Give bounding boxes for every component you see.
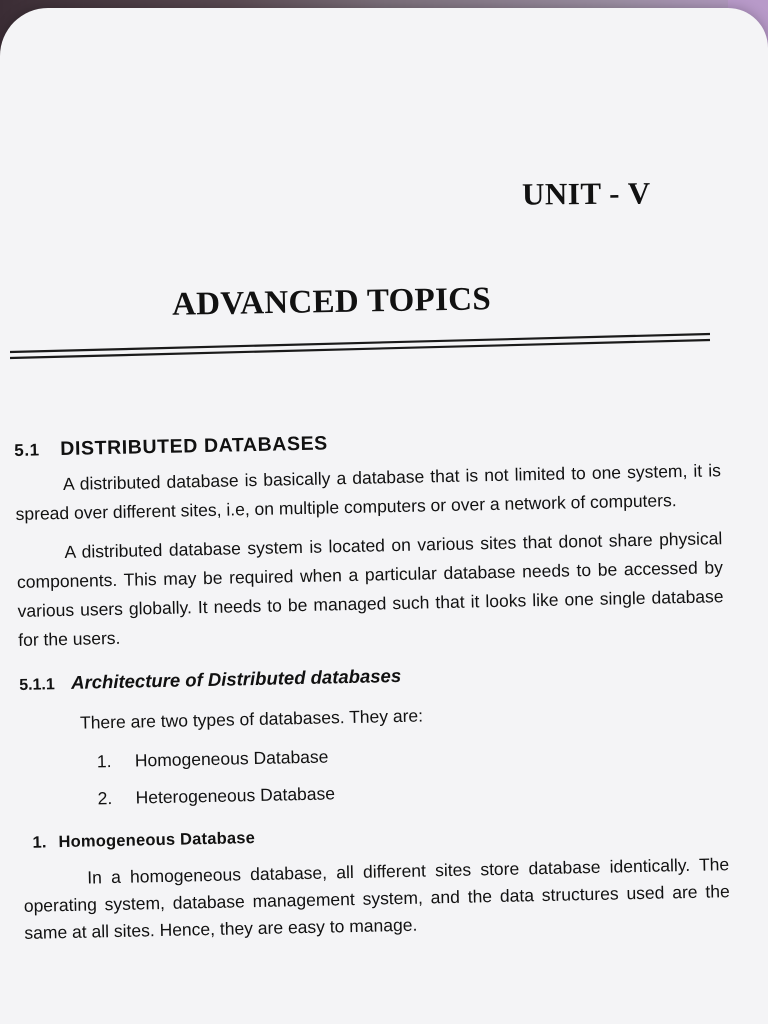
subsection-intro: There are two types of databases. They are: — [79, 705, 424, 733]
homogeneous-heading — [32, 814, 728, 858]
book-page — [0, 8, 768, 1024]
homogeneous-number: 1. — [32, 833, 47, 852]
homogeneous-title: Homogeneous Database — [58, 829, 256, 852]
list-item-number: 1. — [96, 751, 112, 772]
paragraph: In a homogeneous database, all different sites store database identically. The operating system, database management system, and the data structures used are the same at all sites. Hence, they are easy to manage. — [23, 854, 730, 943]
list-item-label: Heterogeneous Database — [135, 783, 336, 808]
page-content — [14, 421, 731, 947]
list-item-label: Homogeneous Database — [134, 746, 329, 771]
section-number: 5.1 — [14, 440, 40, 460]
section-title: DISTRIBUTED DATABASES — [60, 432, 329, 461]
subsection-heading — [19, 654, 725, 700]
list-item — [97, 734, 727, 776]
title-rule — [10, 328, 712, 368]
unit-title: UNIT - V — [521, 175, 651, 212]
chapter-title: ADVANCED TOPICS — [171, 281, 492, 323]
subsection-number: 5.1.1 — [19, 676, 55, 694]
subsection-title: Architecture of Distributed databases — [70, 664, 402, 693]
paragraph: A distributed database system is located on various sites that donot share physical components. This may be required when a particular database needs to be accessed by various users globally. It needs to be managed such that it looks like one single database for the users. — [16, 528, 724, 650]
database-types-list — [21, 734, 728, 815]
list-item — [97, 771, 727, 813]
paragraph: A distributed database is basically a database that is not limited to one system, it is spread over different sites, i.e, on multiple computers or over a network of computers. — [15, 460, 722, 524]
list-item-number: 2. — [97, 788, 113, 809]
